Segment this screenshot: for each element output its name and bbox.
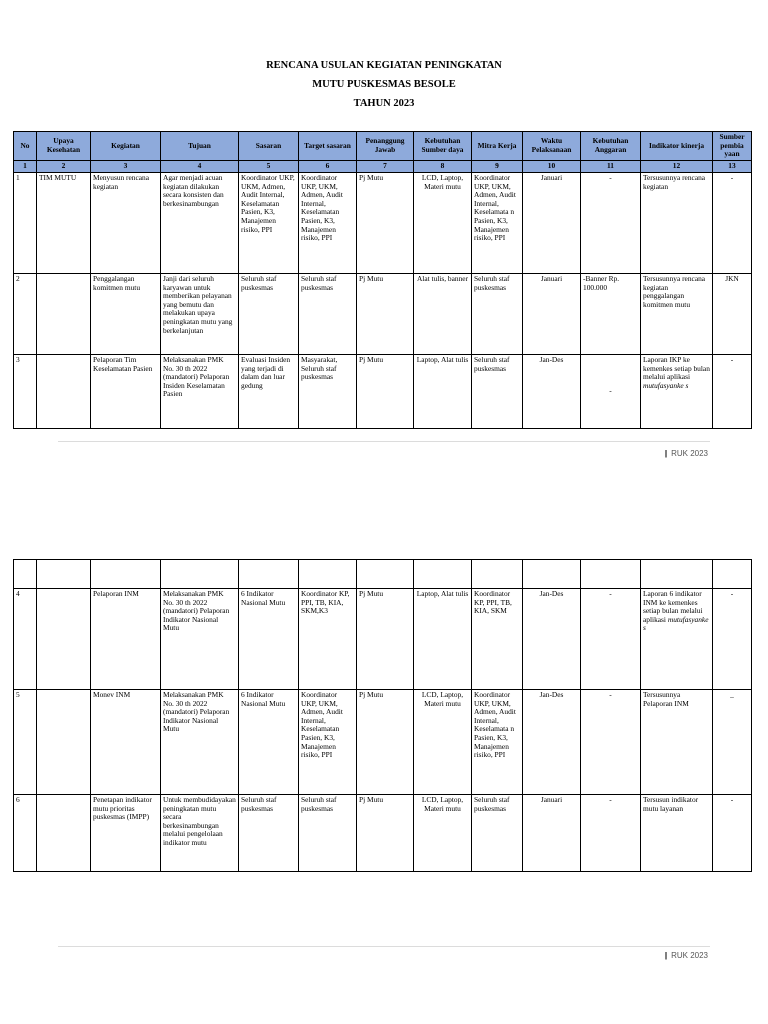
cell-indikator: Tersusunnya rencana kegiatan penggalangan komitmen mutu — [641, 274, 713, 355]
cell-pj: Pj Mutu — [357, 274, 414, 355]
column-number: 1 — [14, 161, 37, 173]
cell-waktu: Jan-Des — [523, 355, 581, 429]
cell-pj: Pj Mutu — [357, 173, 414, 274]
cell-mitra: Seluruh staf puskesmas — [472, 355, 523, 429]
cell-mitra: Koordinator KP, PPI, TB, KIA, SKM — [472, 589, 523, 690]
table-row — [14, 589, 752, 690]
cell-waktu: Jan-Des — [523, 690, 581, 795]
cell-kegiatan: Penetapan indikator mutu prioritas puskesmas (IMPP) — [91, 795, 161, 872]
cell-no: 6 — [14, 795, 37, 872]
table-row — [14, 274, 752, 355]
cell-waktu: Januari — [523, 274, 581, 355]
cell-sasaran: 6 Indikator Nasional Mutu — [239, 690, 299, 795]
cell-sasaran: 6 Indikator Nasional Mutu — [239, 589, 299, 690]
cell-sumber-daya: LCD, Laptop, Materi mutu — [414, 173, 472, 274]
column-number: 11 — [581, 161, 641, 173]
cell-target: Seluruh staf puskesmas — [299, 274, 357, 355]
footer-text: RUK 2023 — [671, 951, 708, 960]
cell-mitra: Seluruh staf puskesmas — [472, 795, 523, 872]
column-number: 5 — [239, 161, 299, 173]
column-number: 8 — [414, 161, 472, 173]
title-line-3: TAHUN 2023 — [353, 98, 415, 109]
header-cell: Waktu Pelaksanaan — [523, 132, 581, 161]
column-number-row — [14, 161, 752, 173]
column-number: 10 — [523, 161, 581, 173]
cell-sumber-daya: Alat tulis, banner — [414, 274, 472, 355]
column-number: 12 — [641, 161, 713, 173]
table-row — [14, 795, 752, 872]
cell-indikator: Tersusunnya Pelaporan INM — [641, 690, 713, 795]
cell-sasaran: Evaluasi Insiden yang terjadi di dalam dan luar gedung — [239, 355, 299, 429]
header-cell: Sasaran — [239, 132, 299, 161]
header-cell: Indikator kinerja — [641, 132, 713, 161]
cell-pj: Pj Mutu — [357, 589, 414, 690]
indikator-text: Laporan IKP ke kemenkes setiap bulan melalui aplikasi — [643, 355, 710, 382]
cell-pembiayaan: - — [713, 355, 752, 429]
cell-tujuan: Agar menjadi acuan kegiatan dilakukan secara konsisten dan berkesinambungan — [161, 173, 239, 274]
cell-target: Seluruh staf puskesmas — [299, 795, 357, 872]
column-number: 6 — [299, 161, 357, 173]
cell-upaya — [37, 355, 91, 429]
title-line-1: RENCANA USULAN KEGIATAN PENINGKATAN — [266, 60, 502, 71]
cell-kegiatan: Pelaporan Tim Keselamatan Pasien — [91, 355, 161, 429]
cell-pj: Pj Mutu — [357, 690, 414, 795]
column-number: 3 — [91, 161, 161, 173]
page-footer — [665, 951, 708, 960]
footer-separator: | — [664, 951, 668, 960]
ruk-table-page-2 — [13, 559, 752, 872]
blank-header-row — [14, 560, 752, 589]
table-row — [14, 690, 752, 795]
cell-target: Koordinator KP, PPI, TB, KIA, SKM,K3 — [299, 589, 357, 690]
cell-tujuan: Melaksanakan PMK No. 30 th 2022 (mandatori) Pelaporan Insiden Keselamatan Pasien — [161, 355, 239, 429]
cell-upaya — [37, 274, 91, 355]
cell-tujuan: Melaksanakan PMK No. 30 th 2022 (mandatori) Pelaporan Indikator Nasional Mutu — [161, 690, 239, 795]
cell-upaya: TIM MUTU — [37, 173, 91, 274]
cell-target: Koordinator UKP, UKM, Admen, Audit Internal, Keselamatan Pasien, K3, Manajemen risiko, PPI — [299, 690, 357, 795]
column-number: 4 — [161, 161, 239, 173]
cell-tujuan: Janji dari seluruh karyawan untuk memberikan pelayanan yang bemutu dan melakukan upaya peningkatan mutu yang berkelanjutan — [161, 274, 239, 355]
cell-waktu: Januari — [523, 173, 581, 274]
header-cell: Mitra Kerja — [472, 132, 523, 161]
cell-anggaran: - — [581, 690, 641, 795]
cell-pembiayaan: - — [713, 173, 752, 274]
column-number: 13 — [713, 161, 752, 173]
header-cell: No — [14, 132, 37, 161]
table-row — [14, 355, 752, 429]
header-cell: Sumber pembia yaan — [713, 132, 752, 161]
cell-anggaran: -Banner Rp. 100.000 — [581, 274, 641, 355]
cell-no: 2 — [14, 274, 37, 355]
header-cell: Tujuan — [161, 132, 239, 161]
cell-indikator — [641, 589, 713, 690]
ruk-table-page-1 — [13, 131, 752, 429]
cell-pembiayaan: - — [713, 795, 752, 872]
cell-waktu: Januari — [523, 795, 581, 872]
cell-tujuan: Melaksanakan PMK No. 30 th 2022 (mandatori) Pelaporan Indikator Nasional Mutu — [161, 589, 239, 690]
cell-sasaran: Seluruh staf puskesmas — [239, 274, 299, 355]
header-cell: Target sasaran — [299, 132, 357, 161]
cell-kegiatan: Penggalangan komitmen mutu — [91, 274, 161, 355]
cell-upaya — [37, 795, 91, 872]
footer-rule — [58, 441, 710, 442]
page-footer — [665, 449, 708, 458]
cell-pembiayaan: - — [713, 589, 752, 690]
cell-kegiatan: Pelaporan INM — [91, 589, 161, 690]
cell-sumber-daya: Laptop, Alat tulis — [414, 355, 472, 429]
cell-target: Koordinator UKP, UKM, Admen, Audit Internal, Keselamatan Pasien, K3, Manajemen risiko, PPI — [299, 173, 357, 274]
cell-anggaran: - — [581, 355, 641, 429]
cell-sasaran: Koordinator UKP, UKM, Admen, Audit Internal, Keselamatan Pasien, K3, Manajemen risiko, PPI — [239, 173, 299, 274]
document-title — [0, 56, 768, 113]
cell-mitra: Koordinator UKP, UKM, Admen, Audit Internal, Keselamata n Pasien, K3, Manajemen risiko, PPI — [472, 690, 523, 795]
cell-no: 1 — [14, 173, 37, 274]
indikator-app-name: mutufasyanke s — [643, 614, 709, 633]
table-row — [14, 173, 752, 274]
header-cell: Kebutuhan Sumber daya — [414, 132, 472, 161]
header-cell: Kebutuhan Anggaran — [581, 132, 641, 161]
cell-anggaran: - — [581, 173, 641, 274]
cell-indikator: Tersusun indikator mutu layanan — [641, 795, 713, 872]
cell-sumber-daya: LCD, Laptop, Materi mutu — [414, 795, 472, 872]
cell-sumber-daya: Laptop, Alat tulis — [414, 589, 472, 690]
cell-kegiatan: Menyusun rencana kegiatan — [91, 173, 161, 274]
cell-mitra: Seluruh staf puskesmas — [472, 274, 523, 355]
cell-target: Masyarakat, Seluruh staf puskesmas — [299, 355, 357, 429]
indikator-app-name: mutufasyanke s — [643, 380, 689, 390]
cell-indikator: Tersusunnya rencana kegiatan — [641, 173, 713, 274]
header-row — [14, 132, 752, 161]
header-cell: Upaya Kesehatan — [37, 132, 91, 161]
cell-sumber-daya: LCD, Laptop, Materi mutu — [414, 690, 472, 795]
column-number: 9 — [472, 161, 523, 173]
cell-no: 5 — [14, 690, 37, 795]
header-cell: Penanggung Jawab — [357, 132, 414, 161]
column-number: 2 — [37, 161, 91, 173]
cell-kegiatan: Monev INM — [91, 690, 161, 795]
footer-rule — [58, 946, 710, 947]
cell-waktu: Jan-Des — [523, 589, 581, 690]
cell-pj: Pj Mutu — [357, 795, 414, 872]
cell-sasaran: Seluruh staf puskesmas — [239, 795, 299, 872]
cell-mitra: Koordinator UKP, UKM, Admen, Audit Internal, Keselamata n Pasien, K3, Manajemen risiko, PPI — [472, 173, 523, 274]
indikator-text: Laporan 6 indikator INM ke kemenkes setiap bulan melalui aplikasi — [643, 589, 703, 624]
title-line-2: MUTU PUSKESMAS BESOLE — [312, 79, 456, 90]
footer-text: RUK 2023 — [671, 449, 708, 458]
cell-pembiayaan: JKN — [713, 274, 752, 355]
cell-no: 3 — [14, 355, 37, 429]
header-cell: Kegiatan — [91, 132, 161, 161]
column-number: 7 — [357, 161, 414, 173]
cell-no: 4 — [14, 589, 37, 690]
cell-tujuan: Untuk membudidayakan peningkatan mutu secara berkesinambungan melalui pengelolaan indikator mutu — [161, 795, 239, 872]
cell-pj: Pj Mutu — [357, 355, 414, 429]
footer-separator: | — [664, 449, 668, 458]
cell-anggaran: - — [581, 589, 641, 690]
cell-upaya — [37, 690, 91, 795]
cell-pembiayaan: _ — [713, 690, 752, 795]
cell-anggaran: - — [581, 795, 641, 872]
cell-indikator — [641, 355, 713, 429]
cell-upaya — [37, 589, 91, 690]
